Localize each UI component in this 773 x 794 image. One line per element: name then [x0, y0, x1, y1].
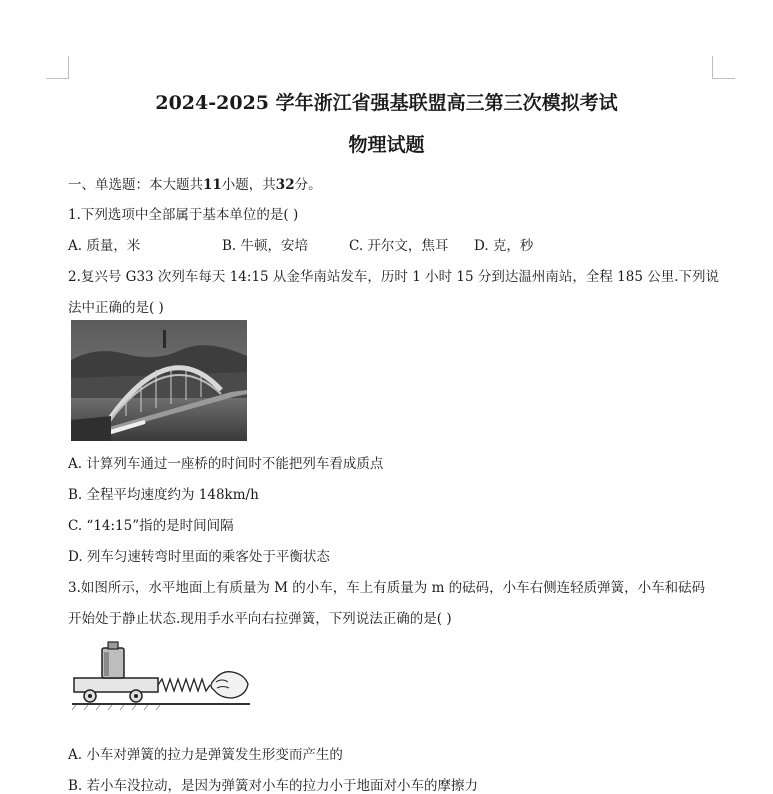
section-heading: 一、单选题：本大题共11小题，共32分。 — [68, 177, 322, 193]
q1-option-d: D. 克，秒 — [474, 238, 534, 254]
q2-option-a: A. 计算列车通过一座桥的时间时不能把列车看成质点 — [68, 456, 384, 472]
q2-option-b: B. 全程平均速度约为 148km/h — [68, 487, 259, 503]
page-corner-mark-left — [46, 56, 69, 79]
q2-option-c: C. “14:15”指的是时间间隔 — [68, 518, 234, 534]
q2-stem-line2: 法中正确的是( ) — [68, 300, 164, 316]
q1-option-b: B. 牛顿，安培 — [222, 238, 309, 254]
exam-title: 2024-2025 学年浙江省强基联盟高三第三次模拟考试 — [155, 92, 618, 114]
page-corner-mark-right — [712, 56, 735, 79]
q1-stem: 1.下列选项中全部属于基本单位的是( ) — [68, 207, 299, 223]
q1-option-a: A. 质量，米 — [68, 238, 141, 254]
q3-stem-line2: 开始处于静止状态.现用手水平向右拉弹簧，下列说法正确的是( ) — [68, 611, 452, 627]
cart-weight-spring-hand-icon — [72, 640, 250, 710]
high-speed-train-bridge-icon — [71, 320, 247, 441]
q2-option-d: D. 列车匀速转弯时里面的乘客处于平衡状态 — [68, 549, 330, 565]
q1-option-c: C. 开尔文，焦耳 — [349, 238, 449, 254]
exam-subtitle: 物理试题 — [348, 134, 425, 156]
q2-stem-line1: 2.复兴号 G33 次列车每天 14:15 从金华南站发车，历时 1 小时 15 分到达温州南站，全程 185 公里.下列说 — [68, 269, 719, 285]
cart-spring-diagram — [72, 640, 250, 710]
q3-option-a: A. 小车对弹簧的拉力是弹簧发生形变而产生的 — [68, 747, 343, 763]
train-bridge-photo — [71, 320, 247, 441]
q3-option-b: B. 若小车没拉动，是因为弹簧对小车的拉力小于地面对小车的摩擦力 — [68, 778, 479, 794]
q3-stem-line1: 3.如图所示，水平地面上有质量为 M 的小车，车上有质量为 m 的砝码，小车右侧连轻质弹簧，小车和砝码 — [68, 580, 706, 596]
